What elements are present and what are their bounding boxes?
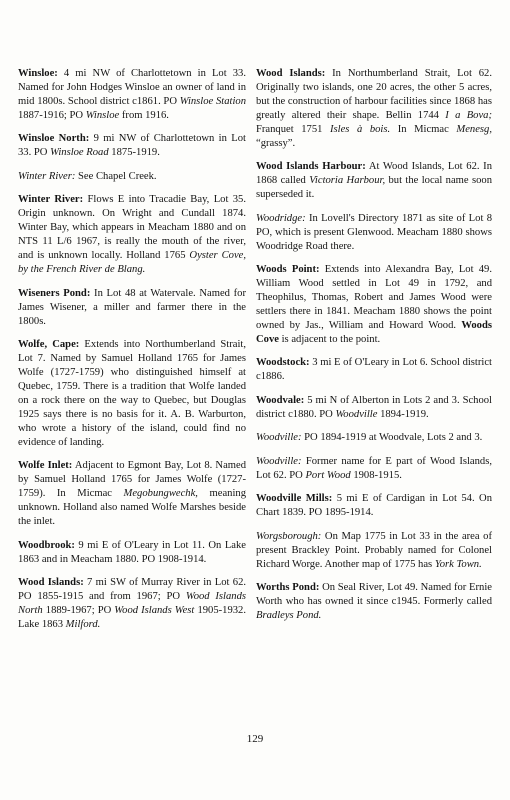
entry-text: 1875-1919. <box>108 147 160 159</box>
entry-headword: Winter River: <box>18 170 76 182</box>
entry-text: Extends into Alexandra Bay, Lot 49. William Wood settled in Lot 49 in 1792, and Theophilus, Thomas, Robert and James Wood were settlers there in 1841. Meacham 1880 shows the point owned by Jas., William and Howard Wood. <box>256 264 492 331</box>
entry-italic-text: Isles à bois. <box>329 123 391 135</box>
gazetteer-entry <box>18 132 246 160</box>
entry-headword: Woodstock: <box>256 357 310 369</box>
entry-text: is adjacent to the point. <box>278 333 381 345</box>
gazetteer-entry <box>256 581 492 623</box>
entry-text: 1887-1916; PO <box>18 109 86 121</box>
entry-headword: Wolfe, Cape: <box>18 339 80 350</box>
gazetteer-entry <box>256 67 492 151</box>
entry-headword: Winter River: <box>18 194 84 206</box>
gazetteer-entry <box>256 394 492 422</box>
entry-italic-text: Milford. <box>65 618 101 630</box>
entry-text: “grassy”. <box>256 137 296 149</box>
entry-text: PO 1894-1919 at Woodvale, Lots 2 and 3. <box>301 432 483 444</box>
entry-text: Flows E into Tracadie Bay, Lot 35. Origin unknown. On Wright and Cundall 1874. Winter Bay, which appears in Meacham 1880 and on NTS 11 L/6 1967, is really the mouth of the river, and is unknown locally. Holland 1765 <box>18 194 247 262</box>
gazetteer-entry <box>18 287 246 329</box>
entry-headword: Woodville: <box>256 432 302 444</box>
entry-headword: Worgsborough: <box>256 530 322 542</box>
entry-italic-text: Wood Islands West <box>114 604 195 616</box>
entry-text: In Lovell's Directory 1871 as site of Lot 8 PO, which is present Glenwood. Meacham 1880 shows Woodridge Road there. <box>256 212 492 252</box>
entry-italic-text: Bradleys Pond. <box>256 610 322 621</box>
entry-text: 9 mi E of O'Leary in Lot 11. On Lake 1863 and in Meacham 1880. PO 1908-1914. <box>18 539 246 565</box>
gazetteer-entry <box>18 576 246 632</box>
entry-text: 1894-1919. <box>377 408 429 420</box>
entry-text: 5 mi N of Alberton in Lots 2 and 3. School district c1880. PO <box>256 394 492 420</box>
entry-text: On Map 1775 in Lot 33 in the area of present Brackley Point. Probably named for Colonel Richard Worge. Another map of 1775 has <box>256 530 492 570</box>
entry-headword: Woodville: <box>256 455 302 467</box>
gazetteer-entry <box>256 455 492 483</box>
entry-italic-text: Wood Islands North <box>18 591 246 616</box>
left-column <box>18 67 246 641</box>
entry-text: Extends into Northumberland Strait, Lot 7. Named by Samuel Holland 1765 for James Wolfe (1727-1759) who distinguished himself at Quebec, 1759. There is a tradition that Wolfe landed on a rock there on the way to Quebec, but Douglas 1925 says there is no basis for it. A. B. Warburton, who wrote a history of the island, could find no evidence of landing. <box>18 339 246 448</box>
entry-text: but the local name soon superseded it. <box>256 175 493 201</box>
entry-text: 1905-1932. Lake 1863 <box>18 604 246 630</box>
gazetteer-entry <box>256 356 492 384</box>
entry-headword: Wood Islands Harbour: <box>256 161 366 173</box>
entry-text: 1889-1967; PO <box>42 604 115 616</box>
entry-italic-text: Winsloe Road <box>50 147 109 159</box>
entry-text: Former name for E part of Wood Islands, Lot 62. PO <box>256 455 492 481</box>
entry-italic-text: Winsloe Station <box>179 95 246 107</box>
entry-text: Adjacent to Egmont Bay, Lot 8. Named by Samuel Holland 1765 for James Wolfe (1727-1759). In Micmac <box>18 460 247 500</box>
entry-text: On Seal River, Lot 49. Named for Ernie Worth who has owned it since c1945. Formerly called <box>256 582 492 608</box>
right-column <box>256 67 492 632</box>
entry-italic-text: Oyster Cove, by the French River de Blang. <box>18 250 246 276</box>
entry-italic-text: I a Bova; <box>445 109 492 121</box>
gazetteer-entry <box>256 431 492 445</box>
entry-text: In Lot 48 at Watervale. Named for James Wisener, a miller and farmer there in the 1800s. <box>18 287 246 327</box>
entry-text: In Northumberland Strait, Lot 62. Originally two islands, one 20 acres, the other 5 acres, but the construction of harbour facilities since 1868 has greatly altered their shape. Bellin 1744 <box>256 68 493 121</box>
entry-italic-text: Megobungwechk, <box>123 488 198 500</box>
gazetteer-entry <box>18 193 246 277</box>
entry-italic-text: Winsloe <box>85 109 120 121</box>
entry-text: 9 mi NW of Charlottetown in Lot 33. PO <box>18 133 246 159</box>
entry-headword: Woods Point: <box>256 264 320 276</box>
entry-text: See Chapel Creek. <box>75 170 157 182</box>
gazetteer-entry <box>18 539 246 567</box>
page-number: 129 <box>246 733 264 745</box>
entry-italic-text: Victoria Harbour, <box>309 175 386 187</box>
entry-headword: Woodville Mills: <box>256 493 333 505</box>
gazetteer-entry <box>256 492 492 520</box>
entry-text: from 1916. <box>119 109 169 121</box>
gazetteer-entry <box>256 263 492 347</box>
entry-bold-text: Woods Cove <box>256 320 492 345</box>
gazetteer-entry <box>256 160 492 202</box>
gazetteer-entry <box>256 530 492 572</box>
entry-text: In Micmac <box>390 123 457 135</box>
entry-headword: Wiseners Pond: <box>18 287 91 299</box>
entry-italic-text: York Town. <box>434 558 482 570</box>
gazetteer-entry <box>18 170 246 184</box>
gazetteer-entry <box>18 338 246 450</box>
entry-headword: Wood Islands: <box>256 68 326 79</box>
entry-headword: Winsloe: <box>18 68 58 79</box>
entry-text: 3 mi E of O'Leary in Lot 6. School district c1886. <box>256 357 492 383</box>
entry-text: 1908-1915. <box>350 469 402 481</box>
entry-text: 7 mi SW of Murray River in Lot 62. PO 1855-1915 and from 1967; PO <box>18 577 247 602</box>
entry-text: 5 mi E of Cardigan in Lot 54. On Chart 1839. PO 1895-1914. <box>256 493 492 519</box>
gazetteer-entry <box>18 67 246 123</box>
entry-text: meaning unknown. Holland also named Wolfe Marshes beside the inlet. <box>18 488 246 528</box>
entry-headword: Winsloe North: <box>18 133 90 145</box>
entry-text: At Wood Islands, Lot 62. In 1868 called <box>256 161 493 187</box>
entry-headword: Woodridge: <box>256 212 306 224</box>
entry-headword: Wood Islands: <box>18 577 84 589</box>
entry-headword: Woodvale: <box>256 394 305 406</box>
entry-headword: Woodbrook: <box>18 539 75 551</box>
entry-italic-text: Menesg, <box>456 123 492 135</box>
entry-headword: Worths Pond: <box>256 582 320 594</box>
gazetteer-entry <box>256 212 492 254</box>
entry-italic-text: Woodville <box>335 408 378 420</box>
entry-text: 4 mi NW of Charlottetown in Lot 33. Named for John Hodges Winsloe an owner of land in mid 1800s. School district c1861. PO <box>18 68 246 107</box>
entry-text: Franquet 1751 <box>256 123 330 135</box>
gazetteer-entry <box>18 459 246 529</box>
entry-italic-text: Port Wood <box>305 469 351 481</box>
entry-headword: Wolfe Inlet: <box>18 460 73 472</box>
